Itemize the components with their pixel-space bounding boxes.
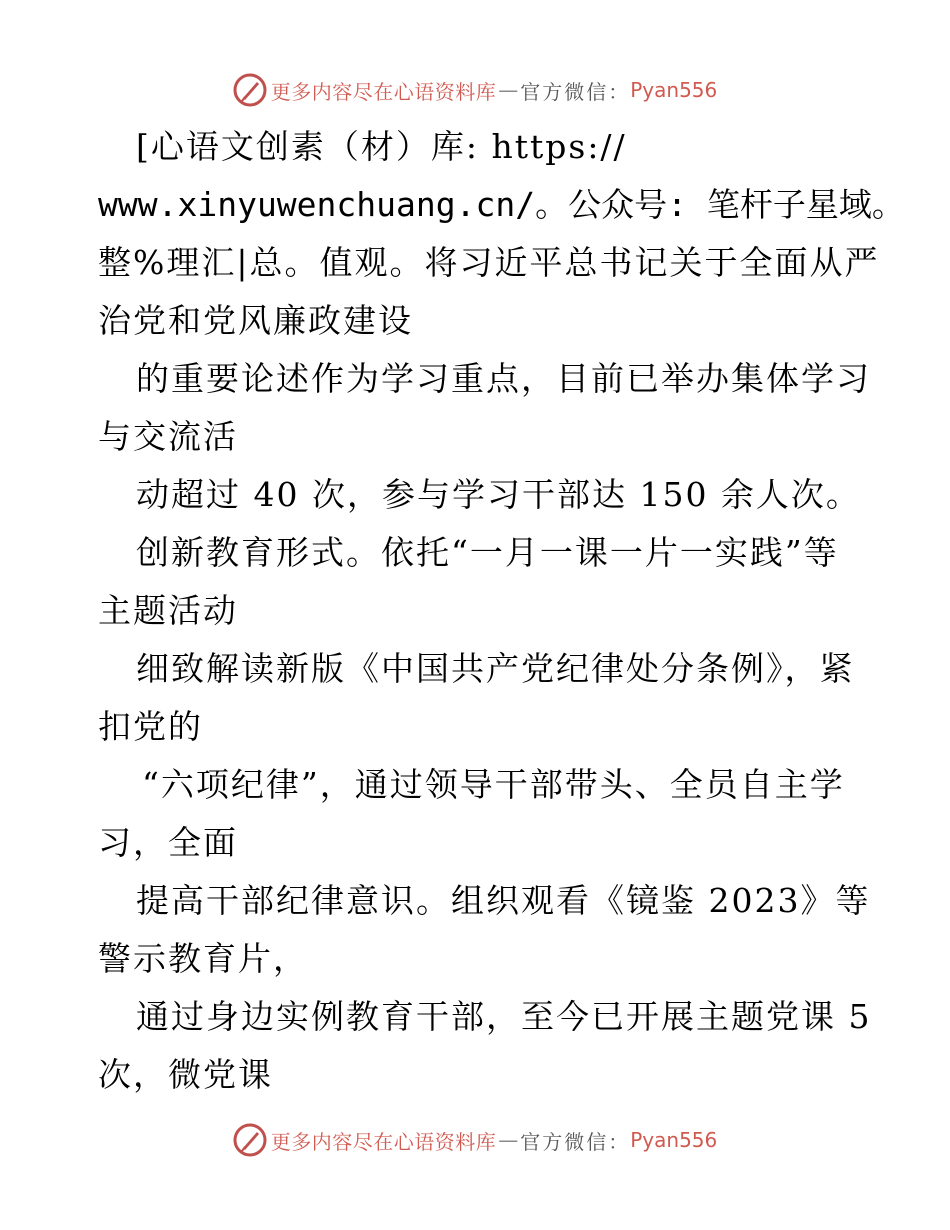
- text-line: 的重要论述作为学习重点，目前已举办集体学习: [136, 359, 871, 398]
- text-line: 扣党的: [98, 707, 203, 746]
- text-line: 习，全面: [98, 823, 238, 862]
- text-line: [心语文创素（材）库: https://: [136, 127, 627, 166]
- text-line: [98, 176, 905, 234]
- watermark-dash: —: [498, 1128, 519, 1152]
- text-line: “六项纪律”，通过领导干部带头、全员自主学: [142, 765, 845, 804]
- watermark-brand: 更多内容尽在心语资料库: [270, 79, 497, 104]
- watermark-brand: 更多内容尽在心语资料库: [270, 1129, 497, 1154]
- footer-watermark: [0, 1120, 950, 1160]
- watermark-official: 官方微信：: [520, 1129, 631, 1154]
- quill-logo-icon: [233, 73, 267, 107]
- text-line: 主题活动: [98, 591, 238, 630]
- text-line: 提高干部纪律意识。组织观看《镜鉴 2023》等: [136, 881, 871, 920]
- text-line: 与交流活: [98, 417, 238, 456]
- watermark-wechat: Pyan556: [630, 78, 718, 102]
- text-line: 通过身边实例教育干部，至今已开展主题党课 5: [136, 997, 872, 1036]
- quill-logo-icon: [233, 1123, 267, 1157]
- text-line: 治党和党风廉政建设: [98, 301, 413, 340]
- watermark-official: 官方微信：: [520, 79, 631, 104]
- watermark-dash: —: [498, 78, 519, 102]
- url-text: www.xinyuwenchuang.cn/。公众号: 笔杆子星域。: [98, 185, 905, 224]
- watermark-wechat: Pyan556: [630, 1128, 718, 1152]
- header-watermark: [0, 70, 950, 110]
- text-line: 次，微党课: [98, 1055, 273, 1094]
- document-body: [98, 118, 905, 1104]
- text-line: 整%理汇|总。值观。将习近平总书记关于全面从严: [98, 243, 880, 282]
- text-line: 警示教育片，: [98, 939, 308, 978]
- text-line: 细致解读新版《中国共产党纪律处分条例》，紧: [136, 649, 855, 688]
- text-line: 创新教育形式。依托“一月一课一片一实践”等: [136, 533, 839, 572]
- text-line: 动超过 40 次，参与学习干部达 150 余人次。: [136, 475, 861, 514]
